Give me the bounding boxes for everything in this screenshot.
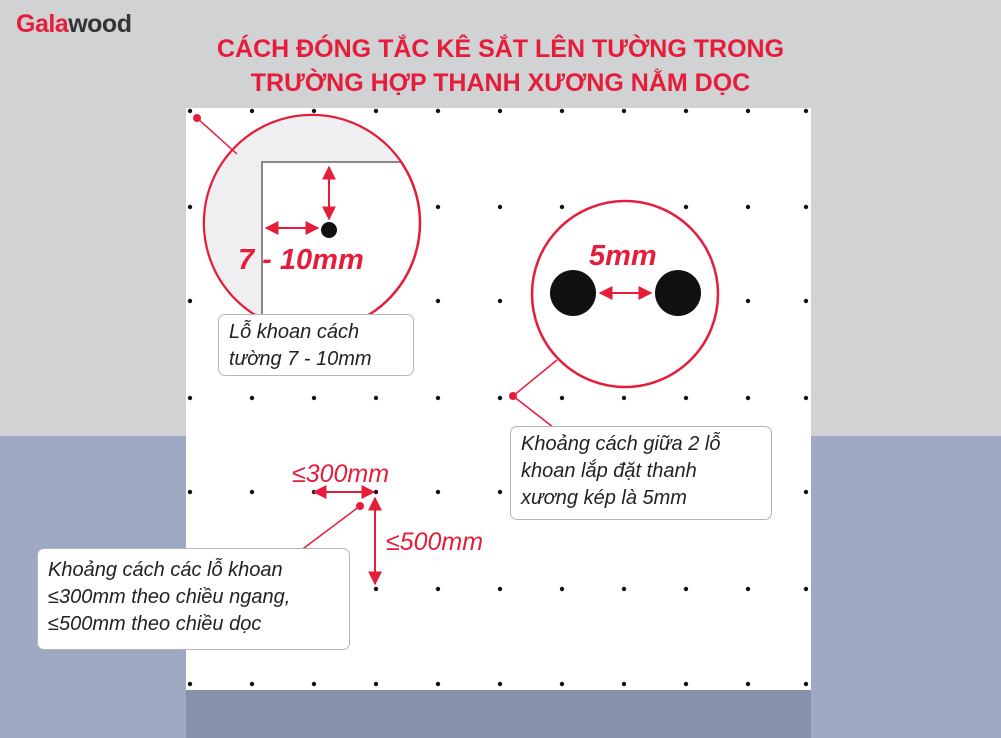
- wall-distance-callout: [218, 314, 414, 376]
- callout-line: Khoảng cách giữa 2 lỗ: [521, 433, 721, 455]
- drill-point: [250, 682, 254, 686]
- drill-point: [312, 396, 316, 400]
- title-line-1: CÁCH ĐÓNG TẮC KÊ SẮT LÊN TƯỜNG TRONG: [216, 35, 785, 63]
- drill-point: [188, 490, 192, 494]
- drill-point: [436, 109, 440, 113]
- leader-line: [513, 360, 557, 396]
- drill-point: [804, 299, 808, 303]
- drill-point: [250, 490, 254, 494]
- horizontal-spacing-label: ≤300mm: [292, 460, 390, 488]
- drill-point: [498, 682, 502, 686]
- drill-point: [804, 109, 808, 113]
- drill-point: [374, 682, 378, 686]
- drill-point: [622, 682, 626, 686]
- drill-hole-right: [655, 270, 701, 316]
- double-hole-callout: [510, 426, 772, 520]
- drill-point: [374, 587, 378, 591]
- callout-line: khoan lắp đặt thanh: [521, 460, 697, 482]
- drill-point: [436, 587, 440, 591]
- drill-point: [498, 587, 502, 591]
- drill-point: [188, 299, 192, 303]
- drill-point: [622, 109, 626, 113]
- drill-point: [374, 109, 378, 113]
- drill-point: [684, 109, 688, 113]
- drill-point: [374, 490, 378, 494]
- drill-point: [746, 109, 750, 113]
- drill-point: [746, 682, 750, 686]
- drill-point: [560, 205, 564, 209]
- drill-point: [436, 396, 440, 400]
- drill-point: [312, 682, 316, 686]
- callout-line: tường 7 - 10mm: [229, 348, 372, 370]
- callout-line: xương kép là 5mm: [521, 487, 687, 509]
- drill-point: [560, 587, 564, 591]
- title-line-2: TRƯỜNG HỢP THANH XƯƠNG NẰM DỌC: [250, 69, 751, 97]
- drill-point: [684, 396, 688, 400]
- drill-point: [498, 109, 502, 113]
- drill-point: [746, 299, 750, 303]
- spacing-callout: [37, 548, 350, 650]
- drill-point: [684, 205, 688, 209]
- callout-line: ≤300mm theo chiều ngang,: [48, 586, 291, 608]
- drill-point: [188, 682, 192, 686]
- brand-logo: Galawood: [16, 10, 132, 38]
- callout-line: Khoảng cách các lỗ khoan: [48, 559, 283, 581]
- drill-point: [188, 396, 192, 400]
- drill-point: [684, 587, 688, 591]
- drill-point: [436, 490, 440, 494]
- drill-point: [498, 299, 502, 303]
- drill-point: [684, 682, 688, 686]
- drill-point: [560, 396, 564, 400]
- drill-point: [374, 396, 378, 400]
- drill-point: [560, 109, 564, 113]
- drill-point: [746, 205, 750, 209]
- drill-point: [746, 396, 750, 400]
- drill-point: [250, 396, 254, 400]
- drill-point: [498, 396, 502, 400]
- leader-line: [300, 506, 360, 551]
- drill-point: [804, 396, 808, 400]
- drill-point: [188, 109, 192, 113]
- wall-distance-detail: [193, 110, 422, 340]
- leader-line: [197, 118, 237, 154]
- drill-point: [622, 587, 626, 591]
- drill-point: [188, 205, 192, 209]
- hole-gap-label: 5mm: [589, 240, 657, 272]
- drill-point: [312, 109, 316, 113]
- drill-point: [436, 205, 440, 209]
- callout-line: Lỗ khoan cách: [229, 321, 360, 343]
- drill-point: [436, 682, 440, 686]
- drill-point: [622, 396, 626, 400]
- drill-point: [498, 490, 502, 494]
- drill-point: [250, 109, 254, 113]
- drill-hole-left: [550, 270, 596, 316]
- drill-point: [804, 682, 808, 686]
- vertical-spacing-label: ≤500mm: [386, 528, 484, 556]
- drill-point: [560, 682, 564, 686]
- drill-point: [746, 587, 750, 591]
- drill-hole: [321, 222, 337, 238]
- drill-point: [804, 587, 808, 591]
- callout-line: ≤500mm theo chiều dọc: [48, 613, 262, 635]
- drill-point: [498, 205, 502, 209]
- wall-distance-label: 7 - 10mm: [238, 244, 364, 276]
- drill-point: [804, 490, 808, 494]
- drill-point: [804, 205, 808, 209]
- drill-point: [436, 299, 440, 303]
